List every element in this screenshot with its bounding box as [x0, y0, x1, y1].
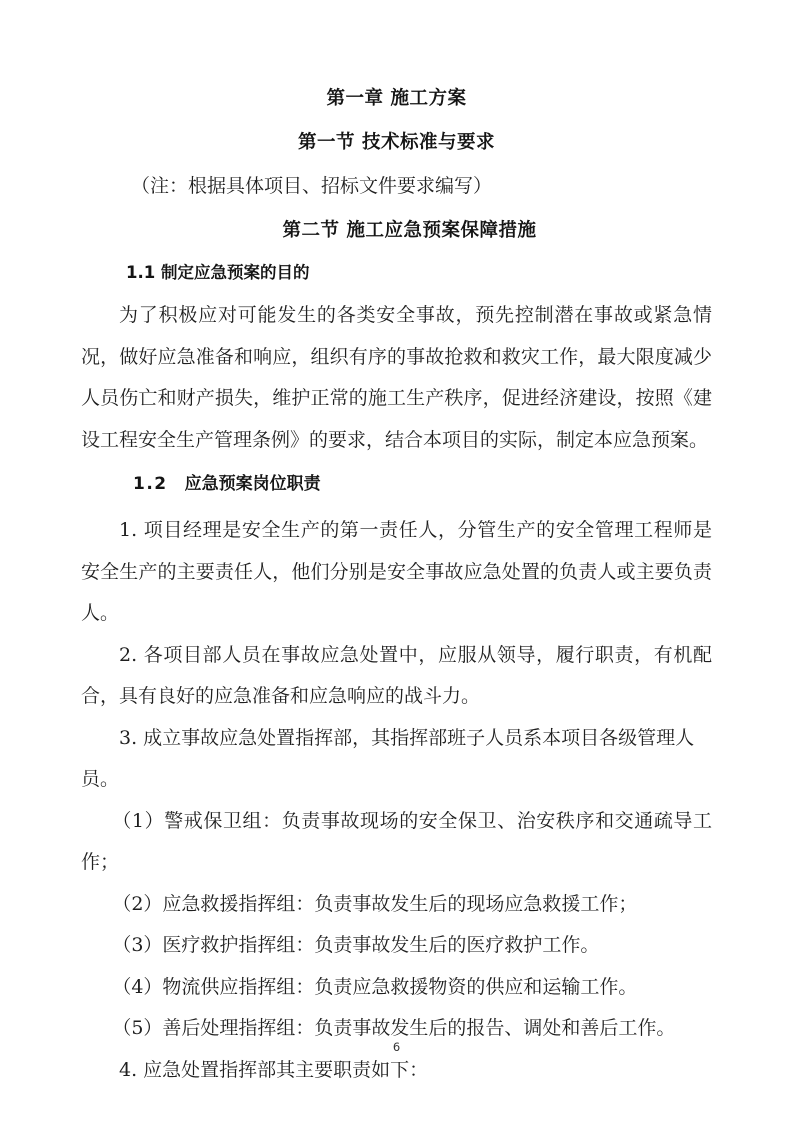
command-group-item-3: （3）医疗救护指挥组：负责事故发生后的医疗救护工作。 — [112, 934, 600, 956]
command-group-item-2: （2）应急救援指挥组：负责事故发生后的现场应急救援工作； — [112, 892, 638, 915]
paragraph-emergency-plan-purpose: 为了积极应对可能发生的各类安全事故，预先控制潜在事故或紧急情况，做好应急准备和响应，组织有序的事故抢救和救灾工作，最大限度减少人员伤亡和财产损失，维护正常的施工生产秩序，促进经济建设，按照《建设工程安全生产管理条例》的要求，结合本项目的实际，制定本应急预案。 — [81, 304, 712, 451]
subsection-label-1-2: 应急预案岗位职责 — [184, 474, 321, 494]
heading-spacer — [81, 461, 712, 470]
section-one-title: 第一节 技术标准与要求 — [298, 132, 495, 153]
page-number-footer: 6 — [392, 1040, 401, 1054]
chapter-title: 第一章 施工方案 — [326, 88, 467, 109]
subsection-heading-1-1: 1.1 制定应急预案的目的 — [126, 263, 310, 282]
section-two-title: 第二节 施工应急预案保障措施 — [282, 220, 537, 241]
responsibility-item-3: 3. 成立事故应急处置指挥部，其指挥部班子人员系本项目各级管理人员。 — [81, 726, 695, 790]
command-group-item-5: （5）善后处理指挥组：负责事故发生后的报告、调处和善后工作。 — [112, 1017, 676, 1039]
subsection-number-1-2: 1.2 — [133, 474, 168, 494]
command-group-item-1: （1）警戒保卫组：负责事故现场的安全保卫、治安秩序和交通疏导工作； — [81, 809, 712, 873]
responsibility-item-2: 2. 各项目部人员在事故应急处置中，应服从领导，履行职责，有机配合，具有良好的应急准备和应急响应的战斗力。 — [81, 643, 712, 707]
page-content — [81, 84, 712, 1091]
command-group-item-4: （4）物流供应指挥组：负责应急救援物资的供应和运输工作。 — [112, 975, 638, 998]
subsection-heading-1-2 — [81, 470, 712, 498]
responsibility-item-4: 4. 应急处置指挥部其主要职责如下： — [119, 1058, 429, 1081]
responsibility-item-1: 1. 项目经理是安全生产的第一责任人，分管生产的安全管理工程师是安全生产的主要责任人，他们分别是安全事故应急处置的负责人或主要负责人。 — [81, 519, 712, 624]
editorial-note: （注：根据具体项目、招标文件要求编写） — [131, 175, 493, 197]
